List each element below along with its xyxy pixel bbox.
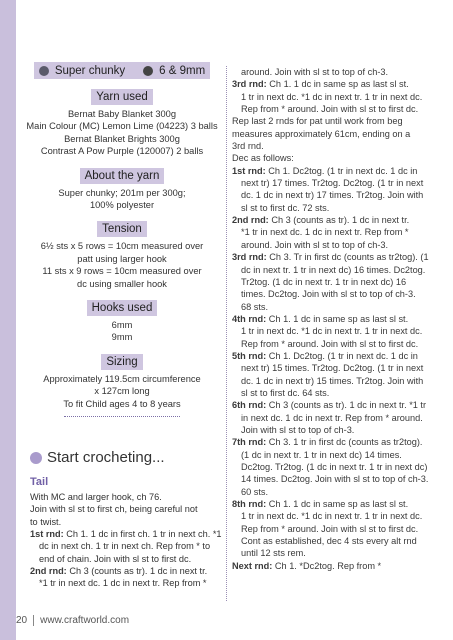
dec-round-3 <box>232 251 446 263</box>
dec-round-8 <box>232 498 446 510</box>
instruction-line: to twist. <box>30 516 62 527</box>
instruction-line: end of chain. Join with sl st to first dc. <box>39 553 192 564</box>
instruction-line: Dc2tog. Tr2tog. (1 dc in next tr. 1 tr in next dc) <box>241 462 428 472</box>
instruction-line: Rep last 2 rnds for pat until work from beg <box>232 116 403 127</box>
start-title: Start crocheting... <box>47 449 165 466</box>
dec-round-5 <box>232 350 446 362</box>
instruction-line: sl st to first dc. 72 sts. <box>241 202 330 213</box>
instruction-line: Tr2tog. (1 dc in next tr. 1 tr in next dc) 16 <box>241 276 407 287</box>
dec-round-2 <box>232 214 446 226</box>
round-label: 3rd rnd: <box>232 252 267 263</box>
column-divider <box>226 66 227 601</box>
yarn-line: Bernat Baby Blanket 300g <box>67 109 177 119</box>
instruction-line: dc in next tr. 1 tr in next dc) 16 times. Dc2tog. <box>241 264 426 275</box>
instruction-line: Ch 1. Dc2tog. (1 tr in next dc. 1 dc in <box>268 350 418 361</box>
yarn-weight: Super chunky <box>54 64 126 77</box>
dec-round-7 <box>232 436 446 448</box>
website-link[interactable]: www.craftworld.com <box>40 615 130 626</box>
instruction-line: 60 sts. <box>241 486 269 497</box>
instruction-line: Ch 1. 1 dc in first ch. 1 tr in next ch. *1 <box>66 529 222 540</box>
about-line: Super chunky; 201m per 300g; <box>58 187 186 198</box>
round-3 <box>232 78 446 90</box>
about-yarn-text <box>16 187 228 212</box>
hooks-used-heading: Hooks used <box>87 300 158 316</box>
instruction-line: 3rd rnd. <box>232 141 264 152</box>
instruction-line: 14 times. Dc2tog. Join with sl st to top of ch-3. <box>241 474 429 485</box>
instruction-line: Ch 3 (counts as tr). 1 dc in next tr. <box>69 566 208 577</box>
yarn-weight-bar <box>34 62 210 79</box>
dec-round-1 <box>232 165 446 177</box>
dec-round-4 <box>232 313 446 325</box>
instruction-line: (1 dc in next tr. 1 tr in next dc) 14 times. <box>241 449 402 460</box>
instruction-line: Join with sl st to top of ch-3. <box>241 424 355 435</box>
instruction-line: Ch 1. 1 dc in same sp as last sl st. <box>268 499 409 510</box>
tension-text <box>16 240 228 290</box>
next-round <box>232 560 446 572</box>
round-label: 1st rnd: <box>232 165 266 176</box>
instruction-line: Ch 1. 1 dc in same sp as last sl st. <box>269 79 409 90</box>
instruction-line: dc. 1 dc in next tr) 17 times. Tr2tog. Join with <box>241 190 424 201</box>
round-label: 8th rnd: <box>232 499 267 510</box>
instruction-line: Join with sl st to first ch, being careful not <box>30 504 198 515</box>
about-yarn-heading: About the yarn <box>80 168 165 184</box>
footer-separator <box>33 615 34 626</box>
instruction-line: With MC and larger hook, ch 76. <box>30 492 162 502</box>
instruction-line: Rep from * around. Join with sl st to first dc. <box>241 104 419 115</box>
yarn-line: Main Colour (MC) Lemon Lime (04223) 3 balls <box>26 121 218 132</box>
tension-line: dc using smaller hook <box>77 278 167 289</box>
round-label: 6th rnd: <box>232 400 267 411</box>
instruction-line: around. Join with sl st to top of ch-3. <box>241 67 389 77</box>
hook-sizes: 6 & 9mm <box>159 64 206 77</box>
sizing-heading: Sizing <box>101 354 142 370</box>
instruction-line: Ch 3 (counts as tr). 1 dc in next tr. <box>271 215 410 226</box>
instruction-line: Ch 3 (counts as tr). 1 dc in next tr. *1 tr <box>268 400 427 411</box>
yarn-line: Contrast A Pow Purple (120007) 2 balls <box>40 146 204 157</box>
tension-line: 6½ sts x 5 rows = 10cm measured over <box>40 241 204 252</box>
instruction-line: *1 tr in next dc. 1 dc in next tr. Rep from * <box>241 227 409 238</box>
instruction-line: measures approximately 61cm, ending on a <box>232 128 411 139</box>
hooks-used-text <box>16 319 228 344</box>
page-footer <box>16 615 129 626</box>
instruction-line: Ch 1. Dc2tog. (1 tr in next dc. 1 dc in <box>268 165 418 176</box>
instruction-line: 68 sts. <box>241 301 269 312</box>
round-2 <box>30 565 228 577</box>
instruction-line: *1 tr in next dc. 1 dc in next tr. Rep from * <box>39 578 207 589</box>
tail-heading: Tail <box>30 476 49 488</box>
page <box>16 0 453 640</box>
yarn-used-text <box>16 108 228 158</box>
page-number: 20 <box>16 615 28 626</box>
round-label: 5th rnd: <box>232 350 267 361</box>
hook-line: 9mm <box>111 332 133 343</box>
sizing-line: x 127cm long <box>94 386 150 397</box>
instruction-line: around. Join with sl st to top of ch-3. <box>241 239 389 250</box>
instruction-line: 1 tr in next dc. *1 dc in next tr. 1 tr in next dc. <box>241 511 423 522</box>
round-label: 2nd rnd: <box>232 215 269 226</box>
tail-instructions <box>30 491 228 590</box>
instruction-line: sl st to first dc. 64 sts. <box>241 387 330 398</box>
dotted-divider <box>64 416 180 417</box>
instruction-line: 1 tr in next dc. *1 dc in next tr. 1 tr in next dc. <box>241 91 423 102</box>
instruction-line: Rep from * around. Join with sl st to first dc. <box>241 523 419 534</box>
instruction-line: Dec as follows: <box>232 153 294 164</box>
instruction-line: Ch 3. 1 tr in first dc (counts as tr2tog). <box>268 437 423 448</box>
instruction-line: in next dc. 1 dc in next tr. Rep from * around. <box>241 412 423 423</box>
instruction-line: 1 tr in next dc. *1 dc in next tr. 1 tr in next dc. <box>241 326 423 337</box>
bullet-icon <box>30 452 42 464</box>
round-label: 7th rnd: <box>232 437 267 448</box>
sizing-line: To fit Child ages 4 to 8 years <box>63 398 181 409</box>
info-column <box>16 62 228 417</box>
instruction-line: Ch 1. 1 dc in same sp as last sl st. <box>268 313 409 324</box>
round-label: 4th rnd: <box>232 313 267 324</box>
instruction-line: Cont as established, dec 4 sts every alt rnd <box>241 536 417 547</box>
instruction-line: Ch 3. Tr in first dc (counts as tr2tog). (1 <box>269 252 429 263</box>
round-label: 3rd rnd: <box>232 79 267 90</box>
sizing-line: Approximately 119.5cm circumference <box>43 373 201 384</box>
yarn-line: Bernat Blanket Brights 300g <box>64 133 180 144</box>
round-label: 2nd rnd: <box>30 566 67 577</box>
instruction-line: until 12 sts rem. <box>241 548 306 559</box>
yarn-ball-icon <box>39 66 49 76</box>
hook-line: 6mm <box>111 320 133 331</box>
pattern-column <box>232 66 446 572</box>
instruction-line: next tr) 15 times. Tr2tog. Dc2tog. (1 tr in next <box>241 363 424 374</box>
tension-heading: Tension <box>97 221 147 237</box>
round-label: 1st rnd: <box>30 529 64 540</box>
about-line: 100% polyester <box>89 200 155 211</box>
instruction-line: Ch 1. *Dc2tog. Rep from * <box>274 560 382 571</box>
tension-line: patt using larger hook <box>77 253 167 264</box>
instruction-line: times. Dc2tog. Join with sl st to top of ch-3. <box>241 289 416 300</box>
yarn-used-heading: Yarn used <box>91 89 153 105</box>
instruction-line: Rep from * around. Join with sl st to first dc. <box>241 338 419 349</box>
start-crocheting-heading <box>30 449 165 466</box>
round-label: Next rnd: <box>232 560 273 571</box>
tension-line: 11 sts x 9 rows = 10cm measured over <box>42 266 202 277</box>
instruction-line: next tr) 17 times. Tr2tog. Dc2tog. (1 tr in next <box>241 178 424 189</box>
instruction-line: dc. 1 dc in next tr) 15 times. Tr2tog. Join with <box>241 375 424 386</box>
dec-round-6 <box>232 399 446 411</box>
round-1 <box>30 528 228 540</box>
instruction-line: dc in next ch. 1 tr in next ch. Rep from * to <box>39 541 211 552</box>
sizing-text <box>16 373 228 410</box>
hook-icon <box>143 66 153 76</box>
